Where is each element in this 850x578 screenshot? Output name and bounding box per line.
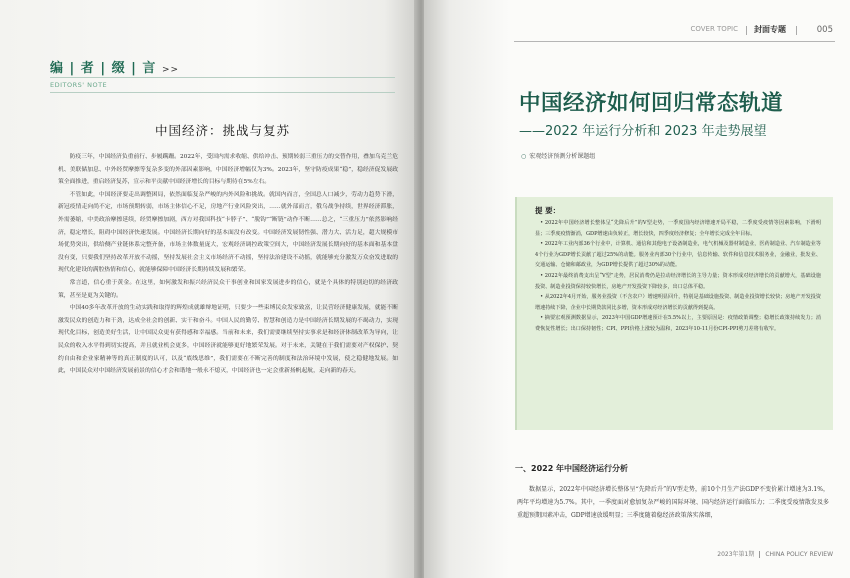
column-divider-lower xyxy=(50,92,395,93)
article-author xyxy=(521,151,595,160)
section-heading: 一、2022 年中国经济运行分析 xyxy=(515,464,629,473)
column-heading-arrow: >> xyxy=(161,65,180,75)
page-footer xyxy=(717,549,833,558)
section-paragraph: 数据显示，2022年中国经济增长整体呈“先降后升”的V型走势，前10个月生产法GDP不变价累计增速为3.1%，两年平均增速为5.7%。其中，一季度面对愈加复杂严峻的国际环境、国内经济运行面临压力；二季度受疫情散发及多重超预期因素冲击，GDP增速放缓明显；三季度随着稳经济政策落实落细， xyxy=(517,486,829,519)
column-heading xyxy=(50,57,179,76)
article-title: 中国经济如何回归常态轨道 xyxy=(519,91,784,116)
header-section-cn: 封面专题 xyxy=(754,25,786,34)
editorial-paragraph: 不管如此，中国经济要走出调整困局，依然面临复杂严峻的内外风险和挑战。就国内而言，全国总人口减少，劳动力趋势下滑，新冠疫情走向尚不定，市场预期转弱，市场主体信心不足，房地产行业风险突出，……就外部而言，俄乌战争持续，世界经济滞胀，外需萎缩，中美政治摩擦延续，经贸摩擦加剧，西方对我国科技“卡脖子”、“脱钩”“断链”动作不断……总之，“三重压力”依然影响经济，稳定增长，阻碍中国经济快速发展。中国经济长期向好的基本面没有改变。中国经济发展韧性强、潜力大、活力足，超大规模市场优势突出，供给侧产业链体系完整齐备，市场主体数量庞大，宏观经济调控政策空间大，中国经济发展长期向好的基本面和基本盘没有变，只要我们坚持改革开放不动摇，坚持发展社会主义市场经济不动摇，坚持法治建设不动摇，就能够充分激发万众奋发进取的现代化建设的满腔热情和信心，就能够保障中国经济长期持续发展和繁荣。 xyxy=(58,191,398,274)
abstract-text xyxy=(535,218,821,335)
left-page xyxy=(0,0,418,578)
editorial-paragraph: 常言道，信心重于黄金。在这里，如何激发和振兴经济民众干事创业和国家发展进步的信心，就是个具体的特别迫切的经济政策，甚至是更为关键的。 xyxy=(58,279,398,299)
article-subtitle: ——2022 年运行分析和 2023 年走势展望 xyxy=(519,124,767,139)
page-number: 005 xyxy=(816,25,833,35)
editorial-title: 中国经济：挑战与复苏 xyxy=(154,123,290,138)
footer-separator xyxy=(759,551,760,558)
column-divider xyxy=(50,77,395,78)
bullet-icon: ○ xyxy=(521,153,527,160)
abstract-label: 提 要： xyxy=(535,206,561,215)
header-section-en: COVER TOPIC xyxy=(690,25,738,33)
editorial-paragraph: 防疫三年，中国经济负重前行、步履蹒跚。2022年，受国内需求收缩、供给冲击、预期转弱三重压力的交替作用，叠加乌克兰危机、美联储加息、中外经贸摩擦等复杂多变的外部因素影响，中国经济增幅仅为3%。2023年，坚守防疫成果“稳”，稳经济促发展政策全面推进，重启经济复苏，宣示和平贡献中国经济增长的目标与期待在5%左右。 xyxy=(58,154,398,186)
author-name: 宏观经济预测分析课题组 xyxy=(529,153,596,160)
section-body xyxy=(517,484,829,522)
abstract-box xyxy=(515,197,833,430)
footer-journal: CHINA POLICY REVIEW xyxy=(765,551,833,558)
abstract-point: • 从2022年4月开始，服务业投资（不含农户）增速明显回升，特别是基础设施投资、制造业投资增长较快；房地产开发投资增速持续下降，企业中长期贷款同比多增，资本形成对经济增长的贡献得到提高。 xyxy=(535,294,821,311)
column-heading-en: EDITORS' NOTE xyxy=(50,81,108,89)
editorial-body xyxy=(58,151,398,378)
right-page xyxy=(424,0,850,578)
header-separator xyxy=(796,26,797,35)
abstract-point: • 2022年中国经济增长整体呈“先降后升”的V型走势，一季度国内经济增速开局平稳，二季度受疫情等因素影响，下滑明显；三季度疫情渐消，GDP增速由负转正，增长较快，四季度经济修复；全年增长完成全年目标。 xyxy=(535,220,821,237)
header-separator xyxy=(746,26,747,35)
header-rule xyxy=(514,41,835,42)
editorial-paragraph: 中国40多年改革开放的生动实践和取得的辉煌成就雄辩地证明，只要少一些束缚民众发家致富，让民营经济健康发展，就能不断激发民众的创造力和干劲，达成全社会的创新、实干和奋斗。中国人民的勤劳、智慧和创造力是中国经济长期发展的不竭动力，实现现代化目标，创造美好生活，让中国民众更有获得感和幸福感。当前和未来，我们需要继续坚持实事求是和经济体制改革为导向，让民众的收入水平得到切实提高，并且就业机会更多，中国经济就能够更好地繁荣发展。对于未来，关键在于我们需要对产权保护、契约自由和企业家精神等的真正制度的认可，以及“底线思维”，我们需要在不断完善的制度和法治环境中发展，使之稳健地发展。如此，中国民众对中国经济发展前景的信心才会和谐地一般永不熄灭，中国经济也一定会重新扬帆起航，走向新的春天。 xyxy=(58,305,398,375)
footer-issue: 2023年第1期 xyxy=(717,551,755,558)
column-heading-text: 编 | 者 | 缀 | 言 xyxy=(50,61,157,76)
abstract-point: • 摘要宏观预测数据显示，2023年中国GDP增速预计在5.5%以上，主要原因是：疫情政策调整；稳增长政策持续发力；消费恢复性增长；出口保持韧性；CPI、PPI价格上涨较为温和，2023年10-11月份CPI-PPI剪刀差将有收窄。 xyxy=(535,315,821,332)
abstract-point: • 2022年最终消费支出呈“V型”走势，居民消费仍是拉动经济增长的主导力量；资本形成对经济增长的贡献增大，基础设施投资、制造业投资保持较快增长，房地产开发投资下降较多，出口总体平稳。 xyxy=(535,272,821,290)
abstract-point: • 2022年工业内部36个行业中，计算机、通信和其他电子设备制造业，电气机械及器材制造业，医药制造业、汽车制造业等4个行业为GDP增长贡献了超过25%的动能。服务业内部30个行业中，信息传输、软件和信息技术服务业，金融业，批发业、交通运输、仓储和邮政业，为GDP增长提供了超过30%的动能。 xyxy=(535,241,821,269)
